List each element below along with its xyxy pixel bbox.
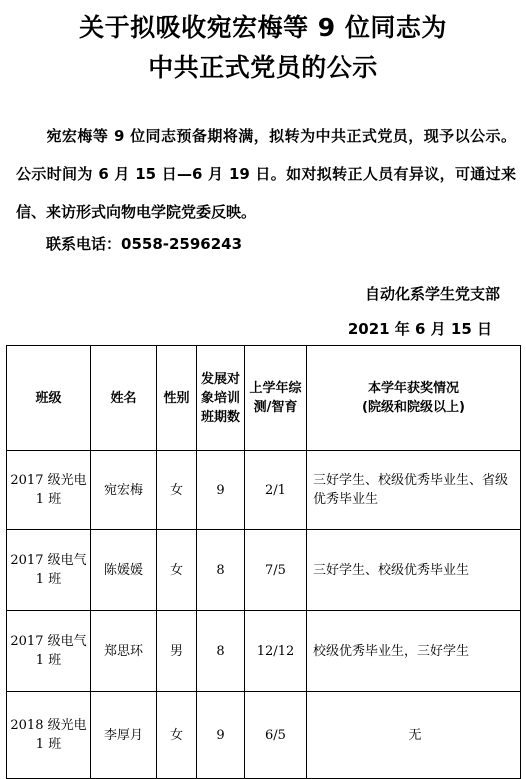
cell-ranking: 6/5 [245, 692, 307, 779]
cell-class: 2018 级光电 1 班 [7, 692, 91, 779]
cell-ranking: 7/5 [245, 530, 307, 611]
cell-gender: 女 [157, 451, 197, 530]
contact-phone: 0558-2596243 [121, 235, 243, 253]
table-row [7, 611, 521, 692]
cell-gender: 男 [157, 611, 197, 692]
header-class: 班级 [7, 346, 91, 451]
issuing-organization: 自动化系学生党支部 [364, 285, 500, 303]
contact-line [46, 233, 242, 254]
table-row [7, 692, 521, 779]
cell-awards: 无 [307, 692, 521, 779]
cell-ranking: 2/1 [245, 451, 307, 530]
cell-class: 2017 级电气 1 班 [7, 611, 91, 692]
header-gender: 性别 [157, 346, 197, 451]
issue-date: 2021 年 6 月 15 日 [347, 320, 492, 338]
candidate-table [6, 345, 521, 779]
notice-title-line2: 中共正式党员的公示 [148, 53, 378, 82]
cell-class: 2017 级电气 1 班 [7, 530, 91, 611]
cell-ranking: 12/12 [245, 611, 307, 692]
cell-name: 李厚月 [91, 692, 157, 779]
table-row [7, 451, 521, 530]
header-name: 姓名 [91, 346, 157, 451]
cell-training-session: 8 [197, 611, 245, 692]
header-awards [307, 346, 521, 451]
cell-awards: 三好学生、校级优秀毕业生、省级优秀毕业生 [307, 451, 521, 530]
cell-name: 陈媛媛 [91, 530, 157, 611]
table-row [7, 530, 521, 611]
contact-label: 联系电话： [46, 235, 122, 253]
notice-title-line1: 关于拟吸收宛宏梅等 9 位同志为 [79, 13, 447, 42]
cell-class: 2017 级光电 1 班 [7, 451, 91, 530]
cell-name: 郑思环 [91, 611, 157, 692]
header-ranking: 上学年综测/智育 [245, 346, 307, 451]
table-header-row [7, 346, 521, 451]
cell-gender: 女 [157, 692, 197, 779]
cell-training-session: 9 [197, 451, 245, 530]
cell-name: 宛宏梅 [91, 451, 157, 530]
cell-training-session: 8 [197, 530, 245, 611]
cell-training-session: 9 [197, 692, 245, 779]
cell-awards: 三好学生、校级优秀毕业生 [307, 530, 521, 611]
notice-body-text: 宛宏梅等 9 位同志预备期将满，拟转为中共正式党员，现予以公示。公示时间为 6 月 15 日—6 月 19 日。如对拟转正人员有异议，可通过来信、来访形式向物电学院党委反映。 [16, 127, 516, 221]
notice-body [16, 117, 516, 231]
header-awards-text: 本学年获奖情况 (院级和院级以上) [362, 381, 465, 415]
header-training-session: 发展对象培训班期数 [197, 346, 245, 451]
cell-awards: 校级优秀毕业生，三好学生 [307, 611, 521, 692]
cell-gender: 女 [157, 530, 197, 611]
